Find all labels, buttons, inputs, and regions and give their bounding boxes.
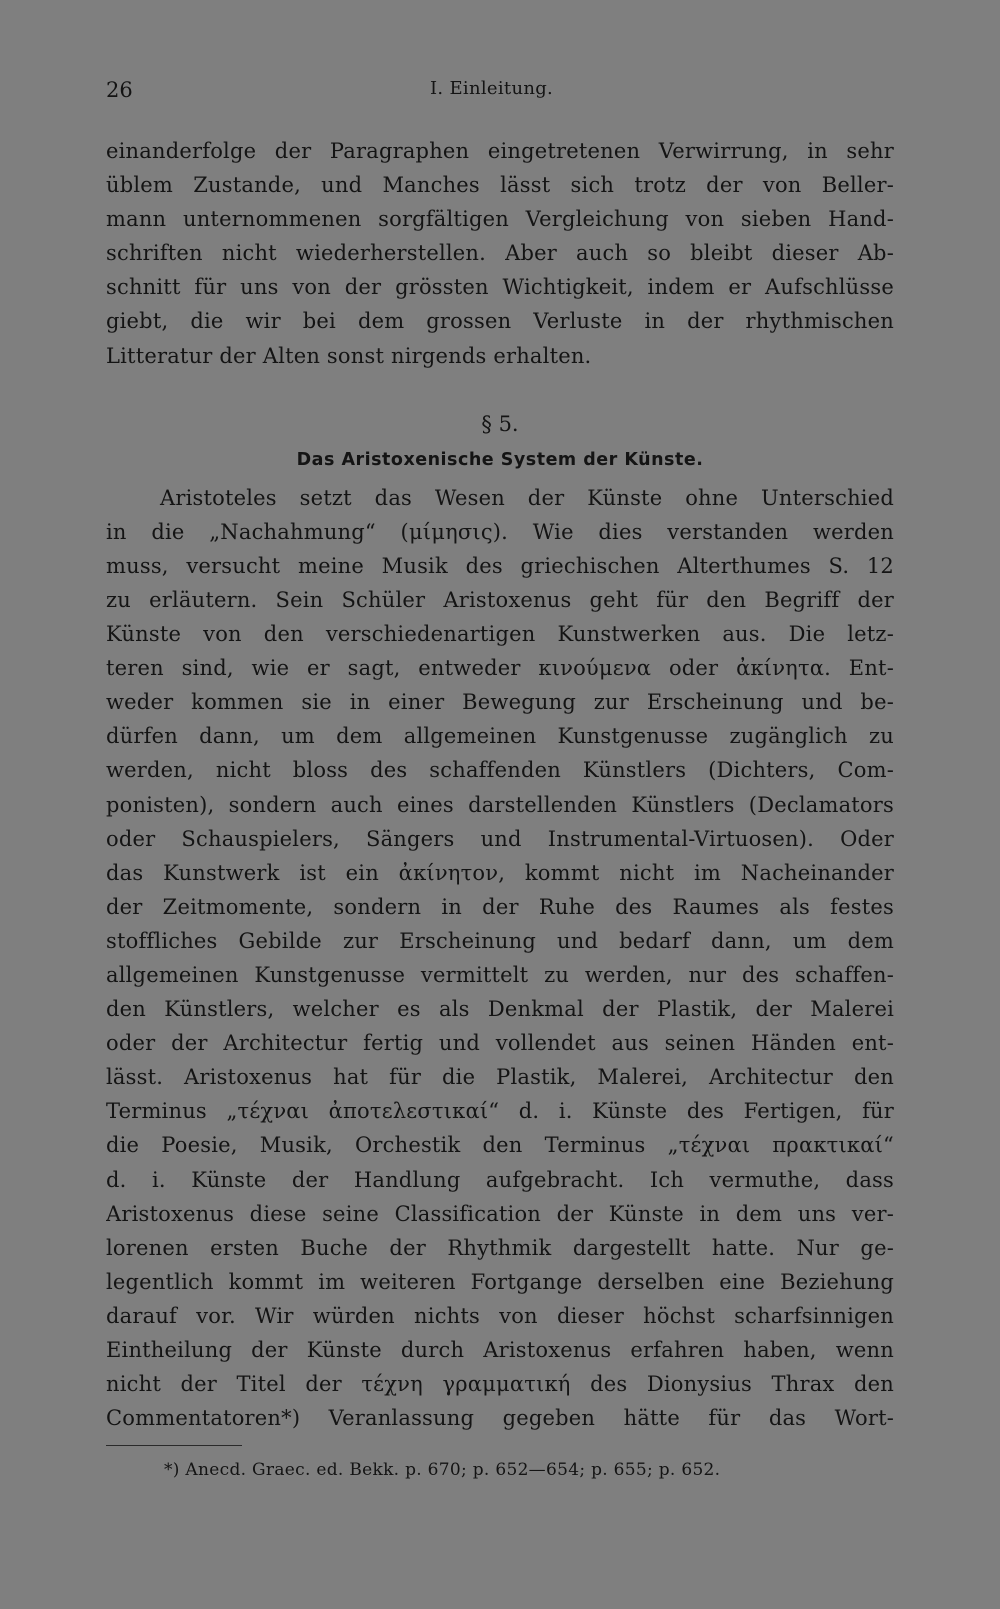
text-line: darauf vor. Wir würden nichts von dieser höchst scharfsinnigen: [106, 1303, 894, 1328]
text-line: üblem Zustande, und Manches lässt sich trotz der von Beller-: [106, 173, 894, 198]
text-line: mann unternommenen sorgfältigen Vergleichung von sieben Hand-: [106, 207, 894, 232]
text-line: teren sind, wie er sagt, entweder κινούμενα oder ἀκίνητα. Ent-: [106, 656, 894, 681]
book-page: [106, 78, 894, 1482]
text-line: die Poesie, Musik, Orchestik den Terminus „τέχναι πρακτικαί“: [106, 1133, 894, 1158]
text-line: Aristoteles setzt das Wesen der Künste ohne Unterschied: [160, 485, 894, 510]
text-line: oder Schauspielers, Sängers und Instrumental-Virtuosen). Oder: [106, 826, 894, 851]
text-line: oder der Architectur fertig und vollendet aus seinen Händen ent-: [106, 1031, 894, 1056]
running-head: [106, 78, 894, 114]
text-line: allgemeinen Kunstgenusse vermittelt zu werden, nur des schaffen-: [106, 962, 894, 987]
intro-paragraph: [106, 134, 894, 373]
text-line: schnitt für uns von der grössten Wichtigkeit, indem er Aufschlüsse: [106, 275, 894, 300]
text-line: Commentatoren*) Veranlassung gegeben hätte für das Wort-: [106, 1406, 894, 1431]
section-title: Das Aristoxenische System der Künste.: [296, 449, 704, 470]
footnote: *) Anecd. Graec. ed. Bekk. p. 670; p. 652—654; p. 655; p. 652.: [164, 1460, 721, 1481]
text-line: nicht der Titel der τέχνη γραμματική des Dionysius Thrax den: [106, 1372, 894, 1397]
text-line: zu erläutern. Sein Schüler Aristoxenus geht für den Begriff der: [106, 587, 894, 612]
text-line: Litteratur der Alten sonst nirgends erhalten.: [106, 343, 592, 368]
text-line: werden, nicht bloss des schaffenden Künstlers (Dichters, Com-: [106, 758, 894, 783]
text-line: weder kommen sie in einer Bewegung zur Erscheinung und be-: [106, 690, 894, 715]
text-line: dürfen dann, um dem allgemeinen Kunstgenusse zugänglich zu: [106, 724, 894, 749]
text-line: Eintheilung der Künste durch Aristoxenus erfahren haben, wenn: [106, 1338, 894, 1362]
text-line: giebt, die wir bei dem grossen Verluste in der rhythmischen: [106, 309, 894, 334]
footnote-rule: [106, 1445, 242, 1446]
text-line: einanderfolge der Paragraphen eingetretenen Verwirrung, in sehr: [106, 139, 894, 163]
running-title: I. Einleitung.: [430, 78, 554, 99]
text-line: der Zeitmomente, sondern in der Ruhe des Raumes als festes: [106, 894, 894, 919]
section-number: § 5.: [481, 411, 519, 436]
text-line: in die „Nachahmung“ (μίμησις). Wie dies verstanden werden: [106, 519, 894, 544]
text-line: d. i. Künste der Handlung aufgebracht. Ich vermuthe, dass: [106, 1167, 894, 1192]
text-line: legentlich kommt im weiteren Fortgange derselben eine Beziehung: [106, 1269, 894, 1294]
text-line: Aristoxenus diese seine Classification der Künste in dem uns ver-: [106, 1201, 894, 1226]
text-line: Terminus „τέχναι ἀποτελεστικαί“ d. i. Künste des Fertigen, für: [106, 1099, 894, 1124]
text-line: das Kunstwerk ist ein ἀκίνητον, kommt nicht im Nacheinander: [106, 860, 894, 885]
text-line: lässt. Aristoxenus hat für die Plastik, Malerei, Architectur den: [106, 1065, 894, 1090]
text-line: muss, versucht meine Musik des griechischen Alterthumes S. 12: [106, 553, 894, 578]
text-line: den Künstlers, welcher es als Denkmal der Plastik, der Malerei: [106, 997, 894, 1022]
text-line: stoffliches Gebilde zur Erscheinung und bedarf dann, um dem: [106, 928, 894, 953]
text-line: ponisten), sondern auch eines darstellenden Künstlers (Declamators: [106, 792, 894, 817]
page-number: 26: [106, 78, 133, 102]
section-paragraph: [106, 481, 894, 1436]
text-line: Künste von den verschiedenartigen Kunstwerken aus. Die letz-: [106, 622, 894, 647]
text-line: schriften nicht wiederherstellen. Aber auch so bleibt dieser Ab-: [106, 241, 894, 266]
text-line: lorenen ersten Buche der Rhythmik dargestellt hatte. Nur ge-: [106, 1235, 894, 1260]
